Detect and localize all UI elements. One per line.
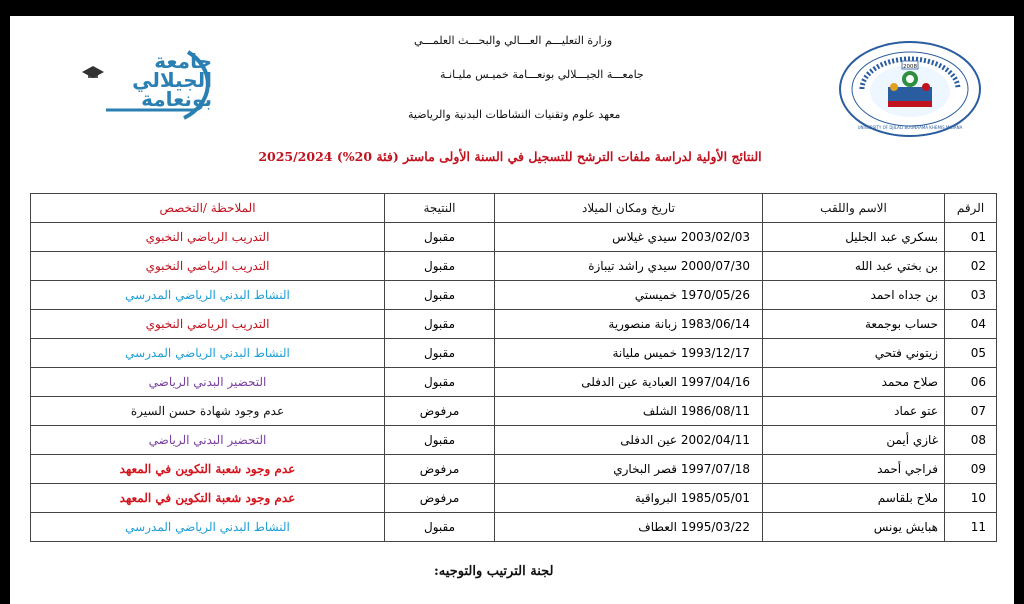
cell-result: مقبول	[385, 339, 495, 368]
cell-num: 05	[945, 339, 997, 368]
table-row	[31, 368, 997, 397]
table-row	[31, 426, 997, 455]
table-row	[31, 455, 997, 484]
committee-signature-label: لجنة الترتيب والتوجيه:	[434, 564, 554, 579]
cell-note: التدريب الرياضي النخبوي	[31, 223, 385, 252]
cell-result: مقبول	[385, 368, 495, 397]
cell-name: زيتوني فتحي	[763, 339, 945, 368]
cell-num: 08	[945, 426, 997, 455]
cell-birth: 1997/07/18 قصر البخاري	[495, 455, 763, 484]
cell-birth: 2003/02/03 سيدي غيلاس	[495, 223, 763, 252]
cell-birth: 1983/06/14 زبانة منصورية	[495, 310, 763, 339]
table-row	[31, 223, 997, 252]
table-row	[31, 339, 997, 368]
cell-birth: 1986/08/11 الشلف	[495, 397, 763, 426]
cell-note: النشاط البدني الرياضي المدرسي	[31, 281, 385, 310]
cell-name: بسكري عبد الجليل	[763, 223, 945, 252]
cell-name: صلاح محمد	[763, 368, 945, 397]
cell-note: التدريب الرياضي النخبوي	[31, 310, 385, 339]
cell-name: ملاح بلقاسم	[763, 484, 945, 513]
cell-name: هبايش يونس	[763, 513, 945, 542]
cell-birth: 1993/12/17 خميس مليانة	[495, 339, 763, 368]
cell-note: النشاط البدني الرياضي المدرسي	[31, 339, 385, 368]
cell-birth: 2000/07/30 سيدي راشد تيبازة	[495, 252, 763, 281]
cell-birth: 1985/05/01 البرواقية	[495, 484, 763, 513]
institute-line: معهد علوم وتقنيات النشاطات البدنية والرياضية	[408, 108, 621, 121]
university-seal-logo	[836, 39, 984, 139]
table-row	[31, 281, 997, 310]
cell-num: 01	[945, 223, 997, 252]
cell-note: عدم وجود شعبة التكوين في المعهد	[31, 484, 385, 513]
header-result: النتيجة	[385, 194, 495, 223]
cell-num: 02	[945, 252, 997, 281]
cell-result: مقبول	[385, 223, 495, 252]
cell-num: 10	[945, 484, 997, 513]
cell-note: النشاط البدني الرياضي المدرسي	[31, 513, 385, 542]
table-row	[31, 484, 997, 513]
cell-num: 03	[945, 281, 997, 310]
table-row	[31, 310, 997, 339]
cell-result: مرفوض	[385, 397, 495, 426]
university-wordmark-logo	[76, 32, 212, 132]
header-name: الاسم واللقب	[763, 194, 945, 223]
cell-num: 07	[945, 397, 997, 426]
cell-result: مقبول	[385, 426, 495, 455]
table-row	[31, 513, 997, 542]
cell-result: مرفوض	[385, 484, 495, 513]
cell-note: التدريب الرياضي النخبوي	[31, 252, 385, 281]
cell-birth: 1970/05/26 خميستي	[495, 281, 763, 310]
cell-name: عتو عماد	[763, 397, 945, 426]
cell-name: غازي أيمن	[763, 426, 945, 455]
cell-num: 09	[945, 455, 997, 484]
cell-result: مقبول	[385, 281, 495, 310]
cell-result: مقبول	[385, 513, 495, 542]
ministry-line: وزارة التعليـــم العـــالي والبحـــث العلمـــي	[414, 34, 613, 47]
cell-num: 04	[945, 310, 997, 339]
header-num: الرقم	[945, 194, 997, 223]
cell-birth: 1997/04/16 العبادية عين الدفلى	[495, 368, 763, 397]
document-title: النتائج الأولية لدراسة ملفات الترشح للتسجيل في السنة الأولى ماستر (فئة 20%) 2025/2024	[258, 149, 762, 164]
table-row	[31, 252, 997, 281]
cell-note: عدم وجود شهادة حسن السيرة	[31, 397, 385, 426]
cell-note: التحضير البدني الرياضي	[31, 426, 385, 455]
seal-caption: UNIVERSITY OF DJILALI BOUNAAMA KHEMIS MILIANA	[857, 125, 963, 130]
document-page	[10, 16, 1014, 604]
table-row	[31, 397, 997, 426]
cell-num: 11	[945, 513, 997, 542]
header-birth: تاريخ ومكان الميلاد	[495, 194, 763, 223]
cell-result: مقبول	[385, 310, 495, 339]
cell-birth: 1995/03/22 العطاف	[495, 513, 763, 542]
cell-result: مقبول	[385, 252, 495, 281]
cell-note: التحضير البدني الرياضي	[31, 368, 385, 397]
cell-name: حساب بوجمعة	[763, 310, 945, 339]
cell-result: مرفوض	[385, 455, 495, 484]
header-note: الملاحظة /التخصص	[31, 194, 385, 223]
cell-birth: 2002/04/11 عين الدفلى	[495, 426, 763, 455]
cell-name: بن بختي عبد الله	[763, 252, 945, 281]
logo-text: جامعة الجيلالي بونعامة	[132, 49, 212, 111]
results-table	[30, 193, 997, 542]
cell-name: فراجي أحمد	[763, 455, 945, 484]
cell-num: 06	[945, 368, 997, 397]
table-header-row	[31, 194, 997, 223]
cell-note: عدم وجود شعبة التكوين في المعهد	[31, 455, 385, 484]
cell-name: بن جداه احمد	[763, 281, 945, 310]
seal-year: 2008	[903, 64, 917, 70]
university-line: جامعـــة الجيـــلالي بونعـــامة خميـس مليـانـة	[440, 68, 644, 81]
